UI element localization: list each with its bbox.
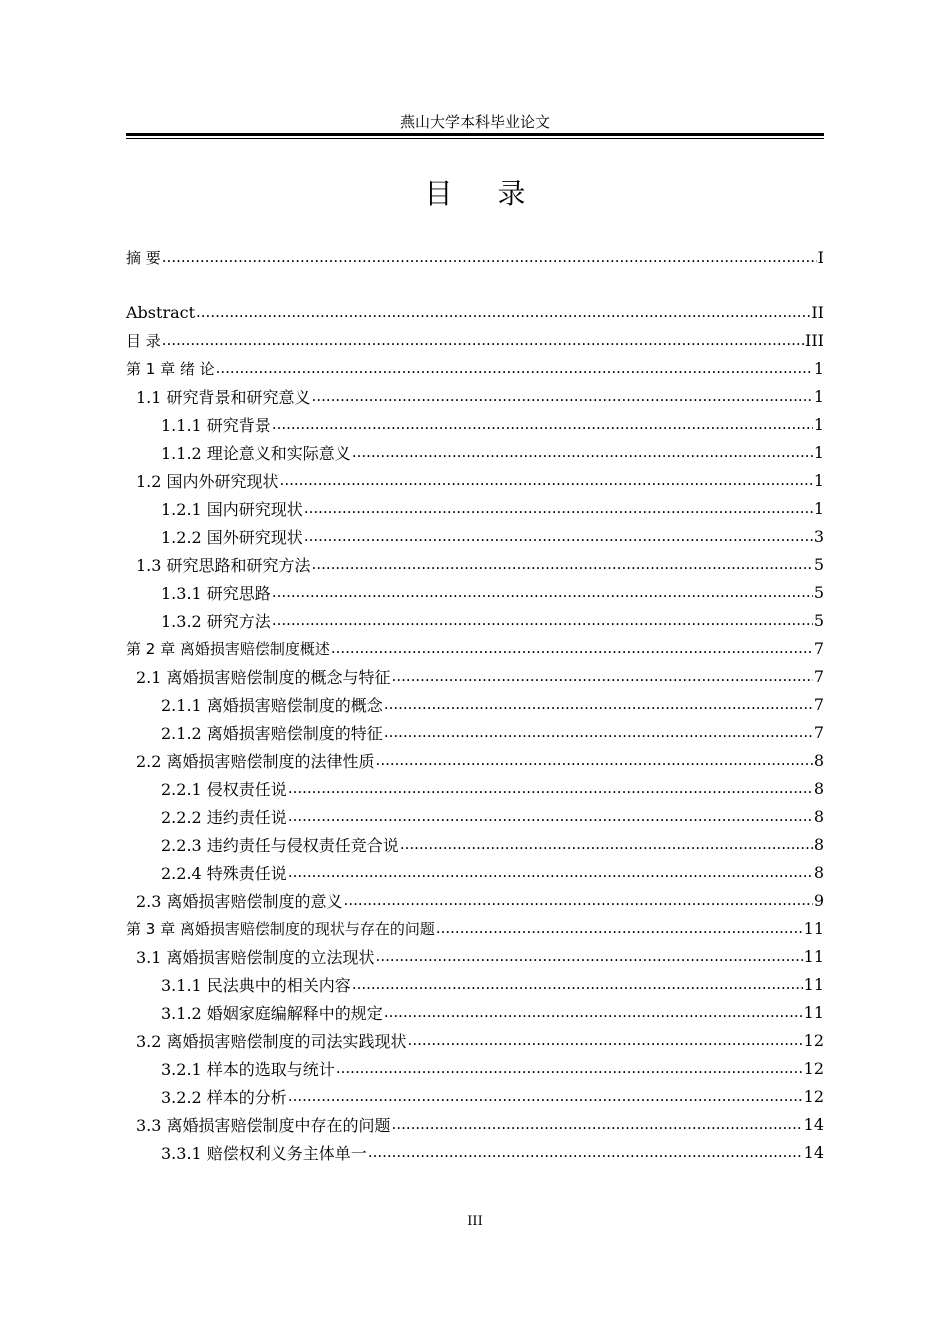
toc-entry-label: 1.1.1 研究背景 xyxy=(126,413,271,436)
toc-leader-dots xyxy=(384,722,813,742)
toc-entry-page: 9 xyxy=(813,890,824,910)
toc-leader-dots xyxy=(304,526,813,546)
toc-entry[interactable] xyxy=(126,802,824,830)
toc-entry-label: 2.2.2 违约责任说 xyxy=(126,805,287,828)
toc-leader-dots xyxy=(376,946,803,966)
toc-entry-label: 2.2 离婚损害赔偿制度的法律性质 xyxy=(126,749,375,772)
toc-entry-page: I xyxy=(817,247,824,267)
toc-entry-label: 2.1.2 离婚损害赔偿制度的特征 xyxy=(126,721,383,744)
toc-leader-dots xyxy=(288,1086,803,1106)
toc-entry-label: 2.2.1 侵权责任说 xyxy=(126,777,287,800)
toc-entry[interactable] xyxy=(126,634,824,662)
toc-entry-page: 11 xyxy=(803,1002,824,1022)
toc-entry-page: 1 xyxy=(813,442,824,462)
toc-entry-page: 11 xyxy=(803,918,824,938)
toc-entry-label: 1.2 国内外研究现状 xyxy=(126,469,279,492)
toc-leader-dots xyxy=(162,330,804,350)
toc-entry-label: 3.1.1 民法典中的相关内容 xyxy=(126,973,351,996)
toc-leader-dots xyxy=(376,750,813,770)
toc-entry-page: 8 xyxy=(813,806,824,826)
toc-leader-dots xyxy=(196,302,810,322)
toc-entry[interactable] xyxy=(126,718,824,746)
toc-entry-label: 第 3 章 离婚损害赔偿制度的现状与存在的问题 xyxy=(126,919,435,938)
toc-entry-label: 3.2.2 样本的分析 xyxy=(126,1085,287,1108)
toc-leader-dots xyxy=(280,470,813,490)
toc-entry[interactable] xyxy=(126,326,824,354)
toc-entry[interactable] xyxy=(126,914,824,942)
toc-entry-label: 3.1 离婚损害赔偿制度的立法现状 xyxy=(126,945,375,968)
toc-leader-dots xyxy=(408,1030,803,1050)
toc-entry[interactable] xyxy=(126,494,824,522)
toc-leader-dots xyxy=(288,778,813,798)
toc-entry-label: 1.3.2 研究方法 xyxy=(126,609,271,632)
toc-entry-page: 1 xyxy=(813,358,824,378)
toc-leader-dots xyxy=(384,1002,803,1022)
toc-leader-dots xyxy=(331,638,813,658)
toc-entry[interactable] xyxy=(126,1110,824,1138)
toc-leader-dots xyxy=(272,582,813,602)
toc-entry[interactable] xyxy=(126,1082,824,1110)
toc-entry-page: III xyxy=(805,330,824,350)
toc-leader-dots xyxy=(392,666,813,686)
toc-leader-dots xyxy=(288,862,813,882)
toc-leader-dots xyxy=(384,694,813,714)
toc-entry[interactable] xyxy=(126,662,824,690)
toc-entry[interactable] xyxy=(126,382,824,410)
toc-entry-page: 11 xyxy=(803,974,824,994)
toc-leader-dots xyxy=(352,974,803,994)
toc-entry[interactable] xyxy=(126,410,824,438)
toc-entry-label: 目 录 xyxy=(126,331,161,350)
toc-entry[interactable] xyxy=(126,243,824,271)
toc-entry[interactable] xyxy=(126,858,824,886)
toc-entry[interactable] xyxy=(126,438,824,466)
toc-entry-page: 5 xyxy=(813,610,824,630)
running-header-title: 燕山大学本科毕业论文 xyxy=(399,113,550,131)
toc-entry[interactable] xyxy=(126,942,824,970)
toc-entry[interactable] xyxy=(126,1054,824,1082)
toc-leader-dots xyxy=(272,414,813,434)
toc-leader-dots xyxy=(436,918,803,938)
toc-title: 目 录 xyxy=(424,177,544,210)
toc-entry-label: Abstract xyxy=(126,302,196,322)
toc-entry[interactable] xyxy=(126,522,824,550)
toc-entry-page: 7 xyxy=(813,666,824,686)
header-rule-thick xyxy=(126,133,824,136)
toc-entry-label: 2.3 离婚损害赔偿制度的意义 xyxy=(126,889,343,912)
toc-leader-dots xyxy=(304,498,813,518)
toc-leader-dots xyxy=(344,890,813,910)
toc-entry-page: 1 xyxy=(813,414,824,434)
toc-entry[interactable] xyxy=(126,886,824,914)
toc-leader-dots xyxy=(368,1142,803,1162)
toc-leader-dots xyxy=(352,442,813,462)
toc-entry-page: 5 xyxy=(813,582,824,602)
toc-entry[interactable] xyxy=(126,354,824,382)
toc-entry-label: 1.1 研究背景和研究意义 xyxy=(126,385,311,408)
toc-entry-label: 3.2 离婚损害赔偿制度的司法实践现状 xyxy=(126,1029,407,1052)
toc-entry[interactable] xyxy=(126,830,824,858)
toc-entry-label: 1.2.1 国内研究现状 xyxy=(126,497,303,520)
toc-entry-page: 7 xyxy=(813,722,824,742)
toc-entry-page: 8 xyxy=(813,834,824,854)
toc-entry[interactable] xyxy=(126,1026,824,1054)
toc-entry-label: 1.3.1 研究思路 xyxy=(126,581,271,604)
toc-entry-label: 3.1.2 婚姻家庭编解释中的规定 xyxy=(126,1001,383,1024)
toc-entry[interactable] xyxy=(126,998,824,1026)
toc-entry-page: 12 xyxy=(803,1058,824,1078)
toc-entry-label: 1.1.2 理论意义和实际意义 xyxy=(126,441,351,464)
toc-entry-label: 3.2.1 样本的选取与统计 xyxy=(126,1057,335,1080)
toc-entry-label: 3.3 离婚损害赔偿制度中存在的问题 xyxy=(126,1113,391,1136)
toc-entry[interactable] xyxy=(126,466,824,494)
toc-leader-dots xyxy=(392,1114,803,1134)
toc-entry-label: 1.3 研究思路和研究方法 xyxy=(126,553,311,576)
toc-entry-page: 8 xyxy=(813,750,824,770)
toc-entry[interactable] xyxy=(126,970,824,998)
toc-entry-page: 14 xyxy=(803,1114,824,1134)
toc-entry-page: 3 xyxy=(813,526,824,546)
toc-leader-dots xyxy=(336,1058,803,1078)
toc-entry-page: 1 xyxy=(813,470,824,490)
toc-entry-label: 3.3.1 赔偿权利义务主体单一 xyxy=(126,1141,367,1164)
toc-leader-dots xyxy=(162,247,817,267)
toc-entry-label: 第 2 章 离婚损害赔偿制度概述 xyxy=(126,639,330,658)
toc-entry-page: 7 xyxy=(813,638,824,658)
toc-entry[interactable] xyxy=(126,774,824,802)
toc-entry-label: 2.1.1 离婚损害赔偿制度的概念 xyxy=(126,693,383,716)
header-rule-thin xyxy=(126,138,824,139)
toc-entry-page: 11 xyxy=(803,946,824,966)
toc-leader-dots xyxy=(400,834,813,854)
toc-entry-page: 1 xyxy=(813,386,824,406)
toc-entry[interactable] xyxy=(126,690,824,718)
toc-entry-label: 1.2.2 国外研究现状 xyxy=(126,525,303,548)
toc-entry-page: 7 xyxy=(813,694,824,714)
toc-entry-label: 2.1 离婚损害赔偿制度的概念与特征 xyxy=(126,665,391,688)
toc-entry-page: 12 xyxy=(803,1030,824,1050)
toc-entry-page: 1 xyxy=(813,498,824,518)
toc-entry-page: 14 xyxy=(803,1142,824,1162)
toc-leader-dots xyxy=(312,554,813,574)
page-number: III xyxy=(467,1214,483,1229)
toc-leader-dots xyxy=(272,610,813,630)
toc-leader-dots xyxy=(288,806,813,826)
toc-entry[interactable] xyxy=(126,578,824,606)
toc-entry[interactable] xyxy=(126,606,824,634)
toc-entry[interactable] xyxy=(126,550,824,578)
toc-entry-page: II xyxy=(811,302,824,322)
toc-entry-page: 8 xyxy=(813,778,824,798)
toc-entry[interactable] xyxy=(126,1138,824,1166)
toc-entry-label: 2.2.4 特殊责任说 xyxy=(126,861,287,884)
toc-entry[interactable] xyxy=(126,298,824,326)
toc-entry-page: 8 xyxy=(813,862,824,882)
toc-entry-label: 2.2.3 违约责任与侵权责任竞合说 xyxy=(126,833,399,856)
toc-entry[interactable] xyxy=(126,746,824,774)
toc-entry-label: 摘 要 xyxy=(126,248,161,267)
toc-entry-page: 5 xyxy=(813,554,824,574)
toc-entry-label: 第 1 章 绪 论 xyxy=(126,359,215,378)
toc-entry-page: 12 xyxy=(803,1086,824,1106)
toc-leader-dots xyxy=(312,386,813,406)
toc-leader-dots xyxy=(216,358,813,378)
